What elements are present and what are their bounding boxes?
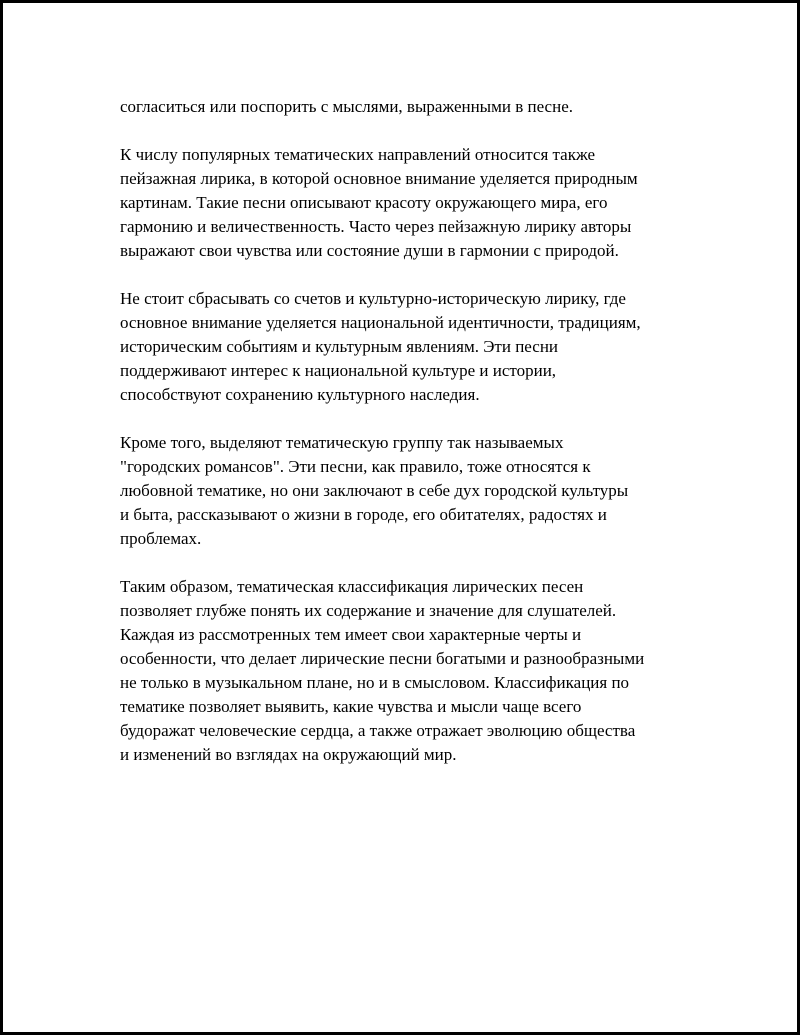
paragraph: согласиться или поспорить с мыслями, выраженными в песне. bbox=[120, 97, 573, 116]
paragraph: Не стоит сбрасывать со счетов и культурно-историческую лирику, где основное внимание уделяется национальной идентичности, традициям, историческим событиям и культурным явлениям. Эти песни поддерживают интерес к национальной культуре и истории, способствуют сохранению культурного наследия. bbox=[120, 289, 641, 404]
paragraph: Таким образом, тематическая классификация лирических песен позволяет глубже понять их содержание и значение для слушателей. Каждая из рассмотренных тем имеет свои характерные черты и особенности, что делает лирические песни богатыми и разнообразными не только в музыкальном плане, но и в смысловом. Классификация по тематике позволяет выявить, какие чувства и мысли чаще всего будоражат человеческие сердца, а также отражает эволюцию общества и изменений во взглядах на окружающий мир. bbox=[120, 577, 645, 764]
document-body bbox=[120, 95, 700, 791]
paragraph: К числу популярных тематических направлений относится также пейзажная лирика, в которой основное внимание уделяется природным картинам. Такие песни описывают красоту окружающего мира, его гармонию и величественность. Часто через пейзажную лирику авторы выражают свои чувства или состояние души в гармонии с природой. bbox=[120, 145, 638, 260]
paragraph: Кроме того, выделяют тематическую группу так называемых "городских романсов". Эти песни, как правило, тоже относятся к любовной тематике, но они заключают в себе дух городской культуры и быта, рассказывают о жизни в городе, его обитателях, радостях и проблемах. bbox=[120, 433, 629, 548]
